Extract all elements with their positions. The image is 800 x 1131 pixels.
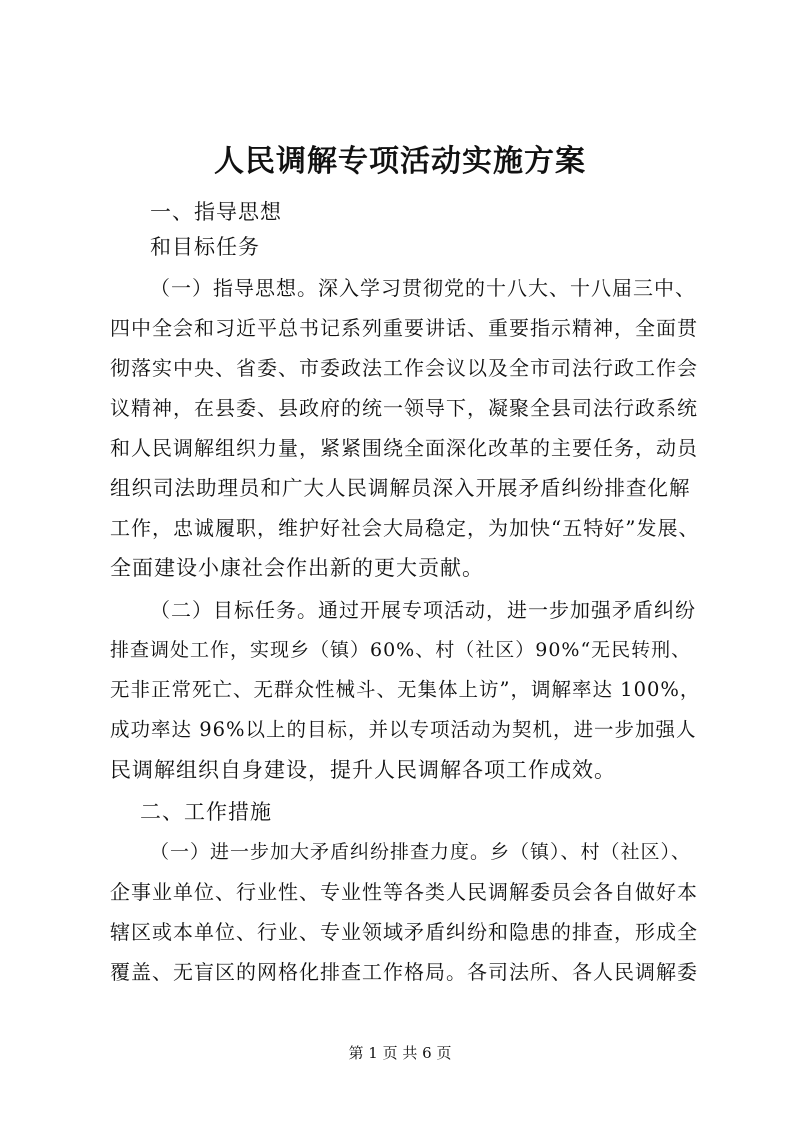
paragraph-line: 排查调处工作，实现乡（镇）60%、村（社区）90%“无民转刑、 (110, 639, 692, 661)
paragraph-line: （一）指导思想。深入学习贯彻党的十八大、十八届三中、 (150, 276, 696, 300)
paragraph-line: 议精神，在县委、县政府的统一领导下，凝聚全县司法行政系统 (110, 396, 698, 420)
paragraph-line: 覆盖、无盲区的网格化排查工作格局。各司法所、各人民调解委 (110, 960, 698, 984)
paragraph-line: 无非正常死亡、无群众性械斗、无集体上访”，调解率达 100%， (110, 678, 701, 701)
heading-guiding-thought: 一、指导思想 (150, 200, 282, 224)
paragraph-line: 成功率达 96%以上的目标，并以专项活动为契机，进一步加强人 (110, 718, 697, 741)
paragraph-line: 全面建设小康社会作出新的更大贡献。 (110, 556, 484, 580)
paragraph-line: （二）目标任务。通过开展专项活动，进一步加强矛盾纠纷 (150, 598, 696, 622)
paragraph-line: （一）进一步加大矛盾纠纷排查力度。乡（镇）、村（社区）、 (150, 841, 692, 863)
paragraph-line: 企事业单位、行业性、专业性等各类人民调解委员会各自做好本 (110, 880, 698, 904)
paragraph-line: 和人民调解组织力量，紧紧围绕全面深化改革的主要任务，动员 (110, 436, 698, 460)
paragraph-line: 民调解组织自身建设，提升人民调解各项工作成效。 (110, 758, 616, 782)
paragraph-line: 工作，忠诚履职，维护好社会大局稳定，为加快“五特好”发展、 (110, 516, 700, 540)
paragraph-line: 四中全会和习近平总书记系列重要讲话、重要指示精神，全面贯 (110, 316, 698, 340)
paragraph-line: 辖区或本单位、行业、专业领域矛盾纠纷和隐患的排查，形成全 (110, 920, 698, 944)
page-number-footer: 第 1 页 共 6 页 (348, 1044, 452, 1062)
paragraph-line: 组织司法助理员和广大人民调解员深入开展矛盾纠纷排查化解 (110, 476, 691, 500)
heading-work-measures: 二、工作措施 (140, 800, 272, 824)
paragraph-line: 彻落实中央、省委、市委政法工作会议以及全市司法行政工作会 (110, 356, 698, 380)
heading-continuation: 和目标任务 (150, 235, 260, 259)
document-title: 人民调解专项活动实施方案 (214, 144, 586, 179)
